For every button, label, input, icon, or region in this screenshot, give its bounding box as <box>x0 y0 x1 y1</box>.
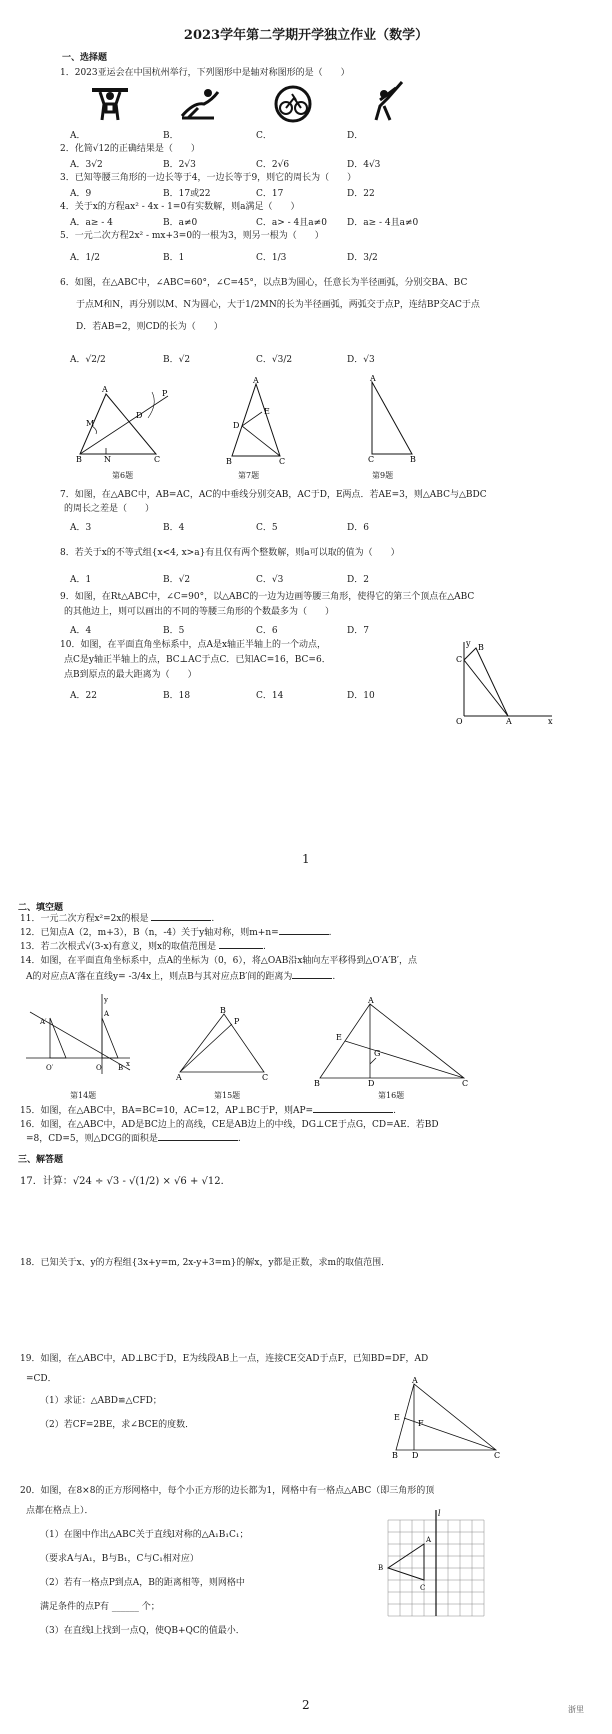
svg-text:l: l <box>438 1509 441 1518</box>
svg-text:F: F <box>418 1419 424 1428</box>
svg-text:B: B <box>478 643 484 652</box>
svg-text:y: y <box>466 639 471 648</box>
q7-line-1: 7．如图，在△ABC中，AB=AC，AC的中垂线分别交AB，AC于D，E两点．若AE=3，则△ABC与△BDC <box>60 490 487 500</box>
q9-option-c: C．6 <box>256 626 278 636</box>
svg-text:C: C <box>456 655 463 664</box>
svg-text:C: C <box>494 1451 501 1460</box>
q19-part-2: （2）若CF=2BE，求∠BCE的度数． <box>40 1420 195 1430</box>
figure-q10 <box>452 639 556 726</box>
q14-line-2: A的对应点A′落在直线y= -3/4x上，则点B与其对应点B′间的距离为 . <box>26 972 336 982</box>
q17-stem: 17．计算：√24 ÷ √3 - √(1/2) × √6 + √12． <box>20 1176 231 1187</box>
document-title: 2023学年第二学期开学独立作业（数学） <box>183 28 429 43</box>
q3-stem: 3．已知等腰三角形的一边长等于4，一边长等于9，则它的周长为（ ） <box>60 173 357 183</box>
q1-option-a: A． <box>70 131 86 141</box>
sport-icon-cycling <box>270 84 316 122</box>
figure-q19 <box>390 1376 504 1460</box>
q4-option-b: B．a≠0 <box>163 218 198 228</box>
q2-stem: 2．化简√12的正确结果是（ ） <box>60 144 200 154</box>
q7-option-b: B．4 <box>163 523 185 533</box>
q10-line-2: 点C是y轴正半轴上的点，BC⊥AC于点C．已知AC=16，BC=6． <box>64 655 331 665</box>
figure-q20-grid <box>378 1509 484 1618</box>
svg-text:B: B <box>410 455 416 464</box>
caption-fig-7: 第7题 <box>238 471 260 480</box>
q1-option-d: D． <box>347 131 364 141</box>
page-2 <box>0 880 612 1734</box>
q4-option-c: C．a> - 4且a≠0 <box>256 218 327 228</box>
caption-fig-9: 第9题 <box>372 471 394 480</box>
svg-text:B: B <box>378 1564 384 1572</box>
caption-fig-16: 第16题 <box>378 1091 405 1100</box>
q10-option-d: D．10 <box>347 691 375 701</box>
q1-option-b: B． <box>163 131 179 141</box>
svg-text:A: A <box>104 1010 110 1018</box>
svg-text:O: O <box>456 717 463 726</box>
q15-stem: 15．如图，在△ABC中，BA=BC=10，AC=12，AP⊥BC于P，则AP= . <box>20 1106 396 1116</box>
svg-text:D: D <box>412 1451 419 1460</box>
q19-line-1: 19．如图，在△ABC中，AD⊥BC于D，E为线段AB上一点，连接CE交AD于点F，已知BD=DF，AD <box>20 1354 429 1364</box>
svg-text:E: E <box>394 1413 400 1422</box>
svg-text:E: E <box>336 1033 342 1042</box>
q18-stem: 18．已知关于x、y的方程组{3x+y=m, 2x-y+3=m}的解x，y都是正数，求m的取值范围． <box>20 1258 391 1268</box>
q10-line-3: 点B到原点的最大距离为（ ） <box>64 670 197 680</box>
q8-stem: 8．若关于x的不等式组{x<4, x>a}有且仅有两个整数解，则a可以取的值为（ ） <box>60 548 400 558</box>
svg-text:G: G <box>374 1049 381 1058</box>
q5-stem: 5．一元二次方程2x² - mx+3=0的一根为3，则另一根为（ ） <box>60 231 324 241</box>
q3-option-c: C．17 <box>256 189 284 199</box>
svg-text:D: D <box>368 1079 375 1088</box>
section-answer-heading: 三、解答题 <box>18 1155 64 1165</box>
q20-part-3: （3）在直线l上找到一点Q，使QB+QC的值最小． <box>40 1626 245 1636</box>
svg-text:O′: O′ <box>46 1064 54 1072</box>
caption-fig-15: 第15题 <box>214 1091 241 1100</box>
q16-line-1: 16．如图，在△ABC中，AD是BC边上的高线，CE是AB边上的中线，DG⊥CE于点G，CD=AE．若BD <box>20 1120 439 1130</box>
q7-option-c: C．5 <box>256 523 278 533</box>
svg-text:A: A <box>102 385 108 394</box>
caption-fig-6: 第6题 <box>112 471 134 480</box>
svg-text:x: x <box>126 1060 130 1068</box>
figure-q9 <box>368 374 418 464</box>
q6-option-d: D．√3 <box>347 355 375 365</box>
q7-line-2: 的周长之差是（ ） <box>64 504 155 514</box>
sport-icon-weightlifting <box>90 82 130 122</box>
q6-line-2: 于点M和N，再分别以M、N为圆心，大于1/2MN的长为半径画弧，两弧交于点P，连结BP交AC于点 <box>76 300 480 310</box>
figure-q14 <box>26 994 134 1076</box>
q10-option-a: A．22 <box>70 691 97 701</box>
q9-line-2: 的其他边上，则可以画出的不同的等腰三角形的个数最多为（ ） <box>64 607 335 617</box>
svg-text:E: E <box>264 407 270 416</box>
figure-q15 <box>176 1006 272 1082</box>
q1-stem: 1．2023亚运会在中国杭州举行，下列图形中是轴对称图形的是（ ） <box>60 68 350 78</box>
q11-stem: 11．一元二次方程x²=2x的根是 . <box>20 914 215 924</box>
corner-mark: 浙里 <box>568 1705 584 1714</box>
q3-option-a: A．9 <box>70 189 92 199</box>
q10-option-c: C．14 <box>256 691 284 701</box>
svg-text:B: B <box>76 455 82 464</box>
q3-option-d: D．22 <box>347 189 375 199</box>
svg-text:B: B <box>118 1064 124 1072</box>
q6-line-1: 6．如图，在△ABC中，∠ABC=60°，∠C=45°，以点B为圆心，任意长为半径画弧，分别交BA、BC <box>60 278 468 288</box>
q16-line-2: =8，CD=5，则△DCG的面积是 . <box>26 1134 241 1144</box>
q8-option-d: D．2 <box>347 575 369 585</box>
q9-option-b: B．5 <box>163 626 185 636</box>
q10-option-b: B．18 <box>163 691 191 701</box>
svg-text:D: D <box>136 411 143 420</box>
sport-icon-golf <box>366 80 406 124</box>
q20-part-2b: 满足条件的点P有 ______ 个； <box>40 1602 160 1612</box>
q6-option-b: B．√2 <box>163 355 191 365</box>
q14-line-1: 14．如图，在平面直角坐标系中，点A的坐标为（0，6），将△OAB沿x轴向左平移得到△O′A′B′，点 <box>20 956 417 966</box>
q9-line-1: 9．如图，在Rt△ABC中，∠C=90°，以△ABC的一边为边画等腰三角形，使得它的第三个顶点在△ABC <box>60 592 475 602</box>
q9-option-a: A．4 <box>70 626 92 636</box>
sport-icon-volleyball <box>178 88 222 122</box>
svg-text:B: B <box>220 1006 226 1015</box>
svg-text:N: N <box>104 455 111 464</box>
svg-text:A: A <box>368 996 374 1005</box>
q2-option-b: B．2√3 <box>163 160 196 170</box>
svg-text:A: A <box>176 1073 182 1082</box>
q8-option-c: C．√3 <box>256 575 284 585</box>
q5-option-d: D．3/2 <box>347 253 378 263</box>
svg-text:B: B <box>392 1451 398 1460</box>
q20-part-2: （2）若有一格点P到点A，B的距离相等，则网格中 <box>40 1578 245 1588</box>
svg-text:A: A <box>253 376 259 385</box>
q10-line-1: 10．如图，在平面直角坐标系中，点A是x轴正半轴上的一个动点， <box>60 640 327 650</box>
q13-stem: 13．若二次根式√(3-x)有意义，则x的取值范围是 . <box>20 942 266 952</box>
q5-option-a: A．1/2 <box>70 253 100 263</box>
svg-text:A: A <box>412 1376 418 1385</box>
svg-text:D: D <box>233 421 240 430</box>
svg-text:P: P <box>234 1017 240 1026</box>
svg-text:C: C <box>262 1073 269 1082</box>
section-choice-heading: 一、选择题 <box>62 53 108 63</box>
svg-text:C: C <box>279 457 286 466</box>
svg-text:A: A <box>506 717 512 726</box>
section-fill-heading: 二、填空题 <box>18 903 64 913</box>
page-number-2: 2 <box>302 1698 310 1712</box>
svg-text:A: A <box>370 374 376 383</box>
q2-option-a: A．3√2 <box>70 160 103 170</box>
q12-stem: 12．已知点A（2，m+3），B（n，-4）关于y轴对称，则m+n= . <box>20 928 332 938</box>
svg-text:O: O <box>96 1064 102 1072</box>
caption-fig-14: 第14题 <box>70 1091 97 1100</box>
svg-text:M: M <box>86 419 95 428</box>
q7-option-a: A．3 <box>70 523 92 533</box>
q8-option-a: A．1 <box>70 575 92 585</box>
q6-option-c: C．√3/2 <box>256 355 293 365</box>
q20-part-1: （1）在图中作出△ABC关于直线l对称的△A₁B₁C₁； <box>40 1530 249 1540</box>
q19-line-2: =CD． <box>26 1374 57 1384</box>
figure-q16 <box>314 996 470 1088</box>
q20-line-1: 20．如图，在8×8的正方形网格中，每个小正方形的边长都为1，网格中有一格点△ABC（即三角形的顶 <box>20 1486 435 1496</box>
q1-option-c: C． <box>256 131 272 141</box>
q4-option-d: D．a≥ - 4且a≠0 <box>347 218 419 228</box>
q20-part-1-note: （要求A与A₁，B与B₁，C与C₁相对应） <box>40 1554 199 1564</box>
figure-q7 <box>222 376 292 466</box>
figure-q6 <box>76 386 176 462</box>
q4-option-a: A．a≥ - 4 <box>70 218 113 228</box>
svg-text:A: A <box>426 1536 432 1544</box>
svg-text:C: C <box>154 455 161 464</box>
q6-option-a: A．√2/2 <box>70 355 106 365</box>
q9-option-d: D．7 <box>347 626 369 636</box>
q19-part-1: （1）求证：△ABD≌△CFD； <box>40 1396 162 1406</box>
q7-option-d: D．6 <box>347 523 369 533</box>
q8-option-b: B．√2 <box>163 575 191 585</box>
svg-text:B: B <box>314 1079 320 1088</box>
q6-line-3: D．若AB=2，则CD的长为（ ） <box>76 322 223 332</box>
q4-stem: 4．关于x的方程ax² - 4x - 1=0有实数解，则a满足（ ） <box>60 202 300 212</box>
svg-text:P: P <box>162 389 168 398</box>
q5-option-b: B．1 <box>163 253 185 263</box>
svg-text:C: C <box>420 1584 426 1592</box>
q5-option-c: C．1/3 <box>256 253 287 263</box>
svg-text:y: y <box>104 996 108 1004</box>
q2-option-d: D．4√3 <box>347 160 381 170</box>
svg-text:x: x <box>548 717 553 726</box>
svg-text:A′: A′ <box>40 1018 47 1026</box>
svg-text:B: B <box>226 457 232 466</box>
svg-text:C: C <box>368 455 375 464</box>
q3-option-b: B．17或22 <box>163 189 211 199</box>
q20-line-2: 点都在格点上）． <box>26 1506 94 1516</box>
svg-text:C: C <box>462 1079 469 1088</box>
page-number-1: 1 <box>302 852 310 866</box>
q2-option-c: C．2√6 <box>256 160 290 170</box>
